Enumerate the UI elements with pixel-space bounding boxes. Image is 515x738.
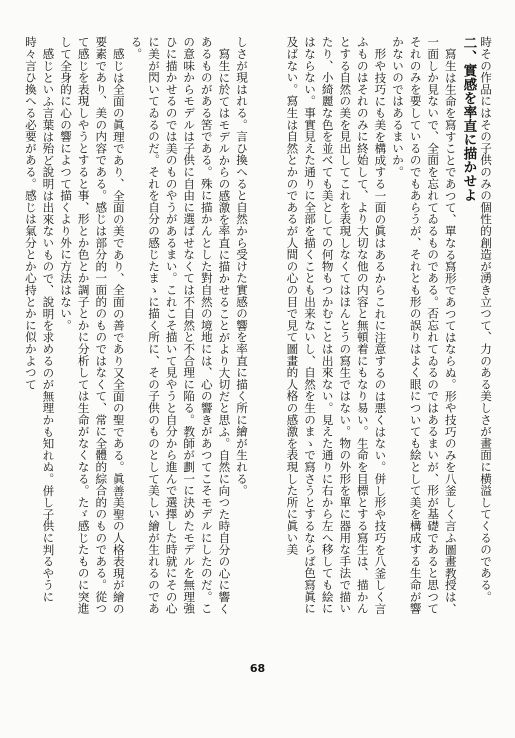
paragraph: 感じは全面の眞理であり、全面の美であり、全面の善であり又全面の聖である。眞善美聖の人格表現が繪の要素であり、美の内容である。感じは部分的一面的のものではなくて、常に全體的綜合的のものである。從つて感じを表現しやうとすると事、形とか色とか調子とかに分析しては生命がなくなる。たゞ感じたものに突進して全身的に心の響によつて描くより外に方法はない。 [59,36,126,615]
paragraph: 寫生に於てはモデルからの感激を率直に描かせることがより大切だと思ふ。自然に向つた時自分の心に響くあるものがある筈である。殊に描かんとした對自然の境地には、心の響きがあつてこそモデルにしたのだ。この意味からモデルは子供に自由に選ばせなくては不自然と不合理に陥る。教師が劃一に決めたモデルを無理強ひに描かせるのでは美のものやうがあるまい。これこそ描いて見やうと自分から進んで選擇した時就にその心に美が閃いてゐるのだ。それを自分の感じたまゝに描く所に、その子供のものとして美しい繪が生れるのである。 [129,36,232,615]
paragraph: しさが現はれる。言ひ換へると自然から受けた實感の響を率直に描く所に繪が生れる。 [235,36,249,497]
paragraph: 時その作品にはその子供のみの個性的創造が湧き立つて、力のある美しさが畫面に横溢してくるのである。 [479,36,493,603]
paragraph: 感じといふ言葉は殆ど說明は出來ないもので、說明を求めるのが無理かも知れぬ。併し子供に判るやうに時々言ひ換へる必要がある。感じは氣分とか心持とかに似かよつて [23,36,56,603]
paragraph: 形や技巧にも美を構成する一面の眞はあるからこれに注意するのは悪くはない。併し形や技巧を八釜しく言ふものはそれのみに終始して、より大切な他の内容と無頓着にもなり易い。生命を目標とする寫生は、描かんとする自然の美を見出してこれを表現しなくてはほんとうの寫生ではない。物の外形を單に器用な手法で描いたり、小綺麗な色を並べても美としての何物もつかむことは出來ない。見えた通りに右から左へ移しても絵にはならない。事實見えた通りに全部を描くことも出来ないし、自然を生のまゝで寫さうとするならば色寫眞に及ばない。寫生は自然とかのであるが人間の心の目で見て圖畫的人格の感激を表現した所に眞い美 [285,36,388,615]
right-text-column [272,36,494,620]
section-heading: 二、實感を率直に描かせよ [460,36,477,202]
left-text-column [14,36,250,620]
paragraph: 寫生は生命を寫すことであつて、單なる寫形であつてはならぬ。形や技巧のみを八釜しく言ふ圖畫教授は、一面しか見ないで、全面を忘れてゐるものである。否忘れてゐるのではあるまいが、形が基礎であると思つてそれのみを要しているのでもあらうが、それとも形の誤りはよく眼についても絵として美を構成する生命が響かないのではあるまいか。 [391,36,458,615]
page-number: 68 [249,662,266,675]
